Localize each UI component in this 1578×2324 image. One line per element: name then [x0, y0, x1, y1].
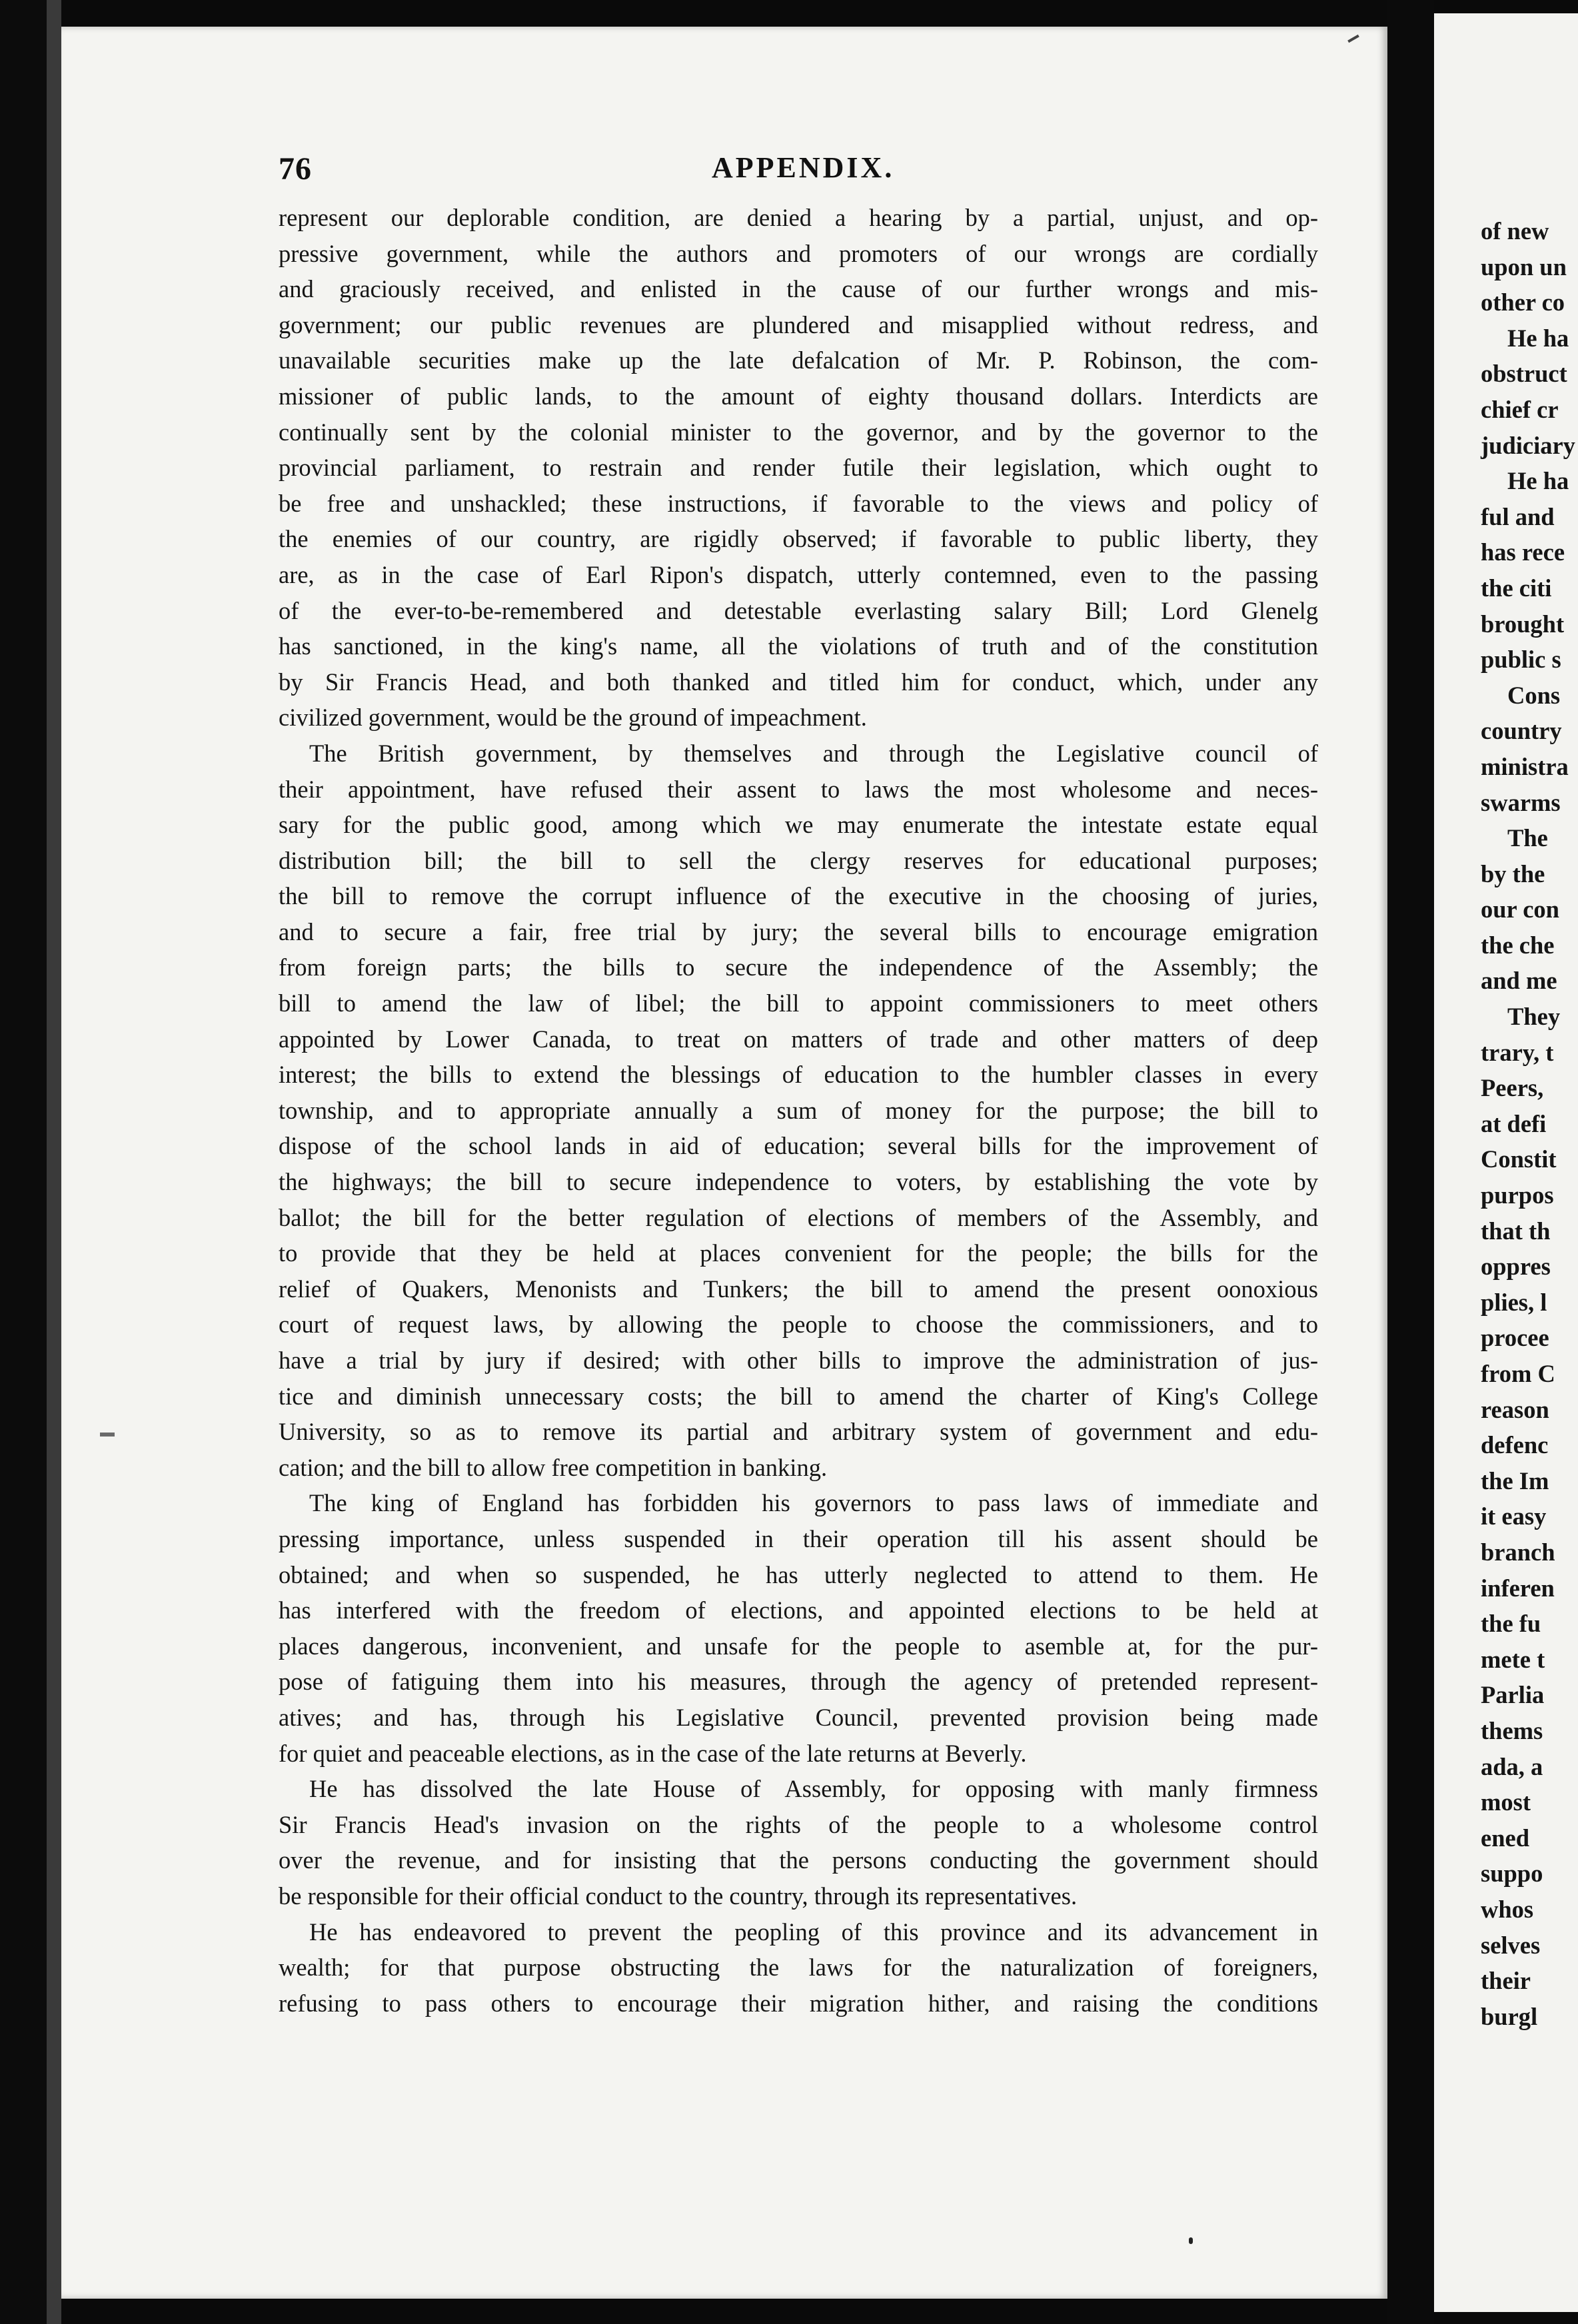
text-line: relief of Quakers, Menonists and Tunkers; the bill to amend the present oonoxious	[279, 1275, 1318, 1303]
facing-text-line: that th	[1481, 1217, 1551, 1245]
facing-text-line: from C	[1481, 1360, 1555, 1387]
text-line: University, so as to remove its partial and arbitrary system of government and edu-	[279, 1418, 1318, 1446]
text-line: by Sir Francis Head, and both thanked and titled him for conduct, which, under any	[279, 668, 1318, 696]
facing-text-line: burgl	[1481, 2002, 1538, 2030]
page-number: 76	[279, 151, 312, 187]
facing-text-line: He ha	[1507, 467, 1569, 495]
text-line: dispose of the school lands in aid of education; several bills for the improvement of	[279, 1132, 1318, 1160]
text-line: provincial parliament, to restrain and render futile their legislation, which ought to	[279, 454, 1318, 482]
text-line: court of request laws, by allowing the people to choose the commissioners, and to	[279, 1311, 1318, 1339]
text-line: refusing to pass others to encourage their migration hither, and raising the conditions	[279, 1989, 1318, 2017]
facing-text-line: chief cr	[1481, 395, 1559, 423]
text-line: township, and to appropriate annually a sum of money for the purpose; the bill to	[279, 1096, 1318, 1124]
facing-text-line: other co	[1481, 289, 1565, 316]
text-line: obtained; and when so suspended, he has utterly neglected to attend to them. He	[279, 1560, 1318, 1588]
text-line: He has endeavored to prevent the peopling of this province and its advancement in	[309, 1918, 1318, 1946]
facing-text-line: The	[1507, 824, 1548, 852]
text-line: civilized government, would be the ground of impeachment.	[279, 704, 867, 732]
facing-text-line: most	[1481, 1788, 1531, 1816]
text-line: represent our deplorable condition, are denied a hearing by a partial, unjust, and op-	[279, 204, 1318, 231]
facing-text-line: country	[1481, 717, 1562, 745]
facing-text-line: ministra	[1481, 752, 1569, 780]
facing-text-line: They	[1507, 1003, 1561, 1031]
facing-page-text	[1481, 213, 1578, 2034]
text-line: appointed by Lower Canada, to treat on matters of trade and other matters of deep	[279, 1025, 1318, 1053]
facing-text-line: ened	[1481, 1824, 1529, 1852]
facing-text-line: our con	[1481, 895, 1559, 923]
facing-text-line: reason	[1481, 1395, 1549, 1423]
facing-text-line: He ha	[1507, 324, 1569, 352]
text-line: missioner of public lands, to the amount of eighty thousand dollars. Interdicts are	[279, 382, 1318, 410]
page-header	[279, 151, 1318, 191]
text-line: unavailable securities make up the late defalcation of Mr. P. Robinson, the com-	[279, 346, 1318, 374]
main-body-text	[279, 200, 1318, 2021]
facing-text-line: oppres	[1481, 1253, 1551, 1281]
text-line: over the revenue, and for insisting that the persons conducting the government should	[279, 1846, 1318, 1874]
text-line: places dangerous, inconvenient, and unsafe for the people to asemble at, for the pur-	[279, 1632, 1318, 1660]
text-line: distribution bill; the bill to sell the clergy reserves for educational purposes;	[279, 846, 1318, 874]
facing-text-line: ada, a	[1481, 1752, 1543, 1780]
text-line: from foreign parts; the bills to secure the independence of the Assembly; the	[279, 953, 1318, 981]
facing-text-line: the fu	[1481, 1610, 1541, 1638]
facing-text-line: branch	[1481, 1538, 1555, 1566]
print-speck	[1189, 2237, 1193, 2244]
facing-text-line: brought	[1481, 610, 1565, 638]
facing-text-line: purpos	[1481, 1181, 1554, 1209]
text-line: bill to amend the law of libel; the bill to appoint commissioners to meet others	[279, 989, 1318, 1017]
text-line: and graciously received, and enlisted in the cause of our further wrongs and mis-	[279, 275, 1318, 303]
facing-text-line: inferen	[1481, 1574, 1555, 1602]
text-line: has sanctioned, in the king's name, all the violations of truth and of the constitution	[279, 632, 1318, 660]
facing-text-line: ful and	[1481, 502, 1555, 530]
text-line: He has dissolved the late House of Assembly, for opposing with manly firmness	[309, 1775, 1318, 1803]
text-line: ballot; the bill for the better regulation of elections of members of the Assembly, and	[279, 1203, 1318, 1231]
facing-text-line: thems	[1481, 1716, 1543, 1744]
text-line: and to secure a fair, free trial by jury; the several bills to encourage emigration	[279, 917, 1318, 945]
facing-text-line: whos	[1481, 1895, 1534, 1923]
facing-text-line: plies, l	[1481, 1288, 1547, 1316]
text-line: pressive government, while the authors and promoters of our wrongs are cordially	[279, 239, 1318, 267]
text-line: for quiet and peaceable elections, as in the case of the late returns at Beverly.	[279, 1739, 1027, 1767]
text-line: are, as in the case of Earl Ripon's dispatch, utterly contemned, even to the passing	[279, 560, 1318, 588]
facing-text-line: Parlia	[1481, 1681, 1545, 1709]
film-edge-left	[0, 0, 47, 2324]
facing-text-line: Cons	[1507, 681, 1561, 709]
facing-text-line: Constit	[1481, 1145, 1557, 1173]
facing-text-line: the che	[1481, 931, 1555, 959]
text-line: Sir Francis Head's invasion on the rights of the people to a wholesome control	[279, 1810, 1318, 1838]
book-gutter	[1387, 0, 1434, 2324]
facing-text-line: mete t	[1481, 1645, 1545, 1673]
facing-text-line: public s	[1481, 646, 1561, 674]
facing-text-line: defenc	[1481, 1431, 1549, 1459]
facing-text-line: trary, t	[1481, 1038, 1554, 1066]
facing-text-line: the Im	[1481, 1466, 1549, 1494]
facing-text-line: obstruct	[1481, 360, 1567, 388]
text-line: their appointment, have refused their assent to laws the most wholesome and neces-	[279, 775, 1318, 803]
facing-text-line: suppo	[1481, 1860, 1543, 1888]
text-line: the highways; the bill to secure independence to voters, by establishing the vote by	[279, 1168, 1318, 1196]
text-line: to provide that they be held at places convenient for the people; the bills for the	[279, 1239, 1318, 1267]
text-line: have a trial by jury if desired; with other bills to improve the administration of jus-	[279, 1347, 1318, 1374]
text-line: The king of England has forbidden his governors to pass laws of immediate and	[309, 1489, 1318, 1517]
film-edge-strip	[47, 0, 61, 2324]
text-line: cation; and the bill to allow free competition in banking.	[279, 1453, 828, 1481]
text-line: government; our public revenues are plundered and misapplied without redress, and	[279, 310, 1318, 338]
text-line: sary for the public good, among which we may enumerate the intestate estate equal	[279, 811, 1318, 839]
margin-mark	[100, 1433, 115, 1437]
facing-text-line: their	[1481, 1967, 1531, 1995]
facing-text-line: swarms	[1481, 788, 1561, 816]
facing-text-line: judiciary	[1481, 431, 1575, 459]
text-line: the enemies of our country, are rigidly observed; if favorable to public liberty, they	[279, 525, 1318, 553]
facing-page	[1434, 13, 1578, 2312]
facing-text-line: Peers,	[1481, 1074, 1544, 1102]
running-head: APPENDIX.	[712, 151, 895, 184]
text-line: interest; the bills to extend the blessings of education to the humbler classes in every	[279, 1061, 1318, 1089]
text-line: wealth; for that purpose obstructing the laws for the naturalization of foreigners,	[279, 1954, 1318, 1982]
facing-text-line: upon un	[1481, 253, 1567, 281]
facing-text-line: has rece	[1481, 538, 1565, 566]
facing-text-line: and me	[1481, 967, 1557, 995]
text-line: be free and unshackled; these instructions, if favorable to the views and policy of	[279, 489, 1318, 517]
text-line: tice and diminish unnecessary costs; the bill to amend the charter of King's College	[279, 1382, 1318, 1410]
facing-text-line: by the	[1481, 860, 1545, 887]
text-line: has interfered with the freedom of elections, and appointed elections to be held at	[279, 1596, 1318, 1624]
text-line: the bill to remove the corrupt influence of the executive in the choosing of juries,	[279, 882, 1318, 910]
facing-text-line: selves	[1481, 1931, 1541, 1959]
text-line: of the ever-to-be-remembered and detestable everlasting salary Bill; Lord Glenelg	[279, 596, 1318, 624]
text-line: atives; and has, through his Legislative Council, prevented provision being made	[279, 1703, 1318, 1731]
facing-text-line: procee	[1481, 1324, 1549, 1352]
facing-text-line: at defi	[1481, 1109, 1547, 1137]
text-line: pressing importance, unless suspended in their operation till his assent should be	[279, 1524, 1318, 1552]
facing-text-line: of new	[1481, 217, 1549, 245]
text-line: continually sent by the colonial minister to the governor, and by the governor to the	[279, 418, 1318, 446]
text-line: be responsible for their official conduct to the country, through its representatives.	[279, 1882, 1078, 1910]
text-line: The British government, by themselves and through the Legislative council of	[309, 739, 1318, 767]
text-line: pose of fatiguing them into his measures, through the agency of pretended represent-	[279, 1668, 1318, 1696]
facing-text-line: the citi	[1481, 574, 1552, 602]
facing-text-line: it easy	[1481, 1502, 1547, 1530]
